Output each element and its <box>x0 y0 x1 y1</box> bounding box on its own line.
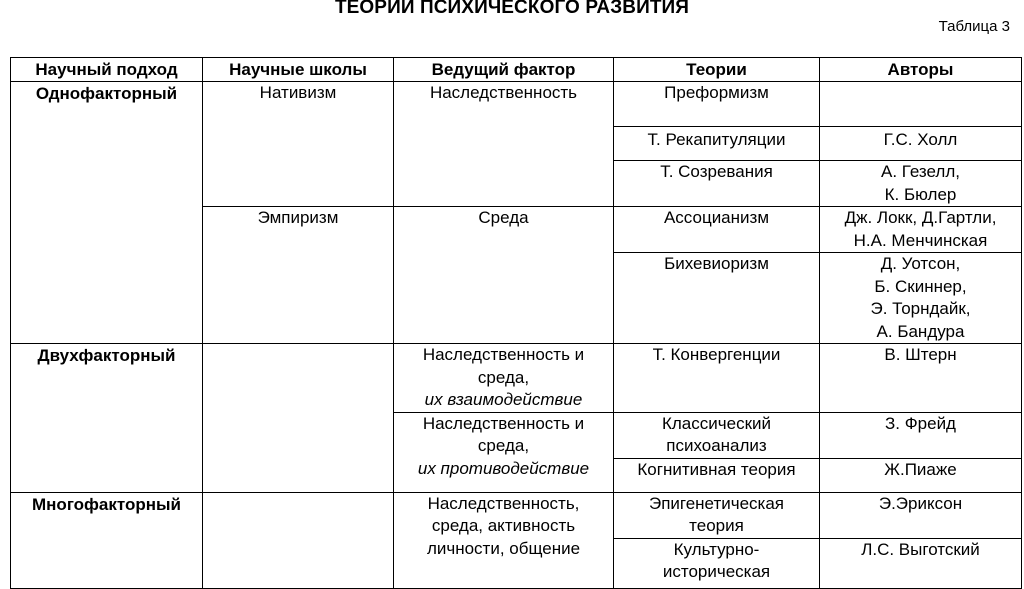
authors-watson-cell <box>820 253 1022 344</box>
author-line: Э. Торндайк, <box>870 299 971 318</box>
theory-epigenetic-cell <box>614 492 820 538</box>
authors-piaget: Ж.Пиаже <box>820 458 1022 492</box>
theory-line: Культурно- <box>673 539 760 559</box>
factor-line: их противодействие <box>417 458 590 478</box>
factor-line: их взаимодействие <box>424 390 583 409</box>
authors-vygotsky: Л.С. Выготский <box>820 538 1022 588</box>
factor-environment-cell <box>394 207 614 344</box>
header-schools: Научные школы <box>203 58 394 82</box>
header-factor: Ведущий фактор <box>394 58 614 82</box>
table-row <box>11 492 1022 538</box>
theory-behaviorism: Бихевиоризм <box>614 253 820 344</box>
factor-line: личности, общение <box>426 538 581 558</box>
author-line: Дж. Локк, Д.Гартли, <box>844 208 997 227</box>
approach-single: Однофакторный <box>35 84 178 103</box>
school-empiricism: Эмпиризм <box>257 208 339 227</box>
theory-recapitulation: Т. Рекапитуляции <box>614 127 820 161</box>
theory-psychoanalysis-cell <box>614 412 820 458</box>
author-line: Н.А. Менчинская <box>853 230 988 250</box>
table-row <box>11 82 1022 127</box>
header-approach: Научный подход <box>11 58 203 82</box>
theory-cognitive: Когнитивная теория <box>614 458 820 492</box>
factor-counteraction-cell <box>394 412 614 492</box>
factor-line: Наследственность и <box>422 345 585 364</box>
theory-cultural-cell <box>614 538 820 588</box>
authors-freud: З. Фрейд <box>820 412 1022 458</box>
theory-convergence: Т. Конвергенции <box>614 344 820 413</box>
theories-table <box>10 57 1022 589</box>
approach-double: Двухфакторный <box>37 346 176 365</box>
table-row <box>11 344 1022 413</box>
factor-line: среда, активность <box>431 516 576 535</box>
factor-environment: Среда <box>478 208 529 227</box>
theory-line: психоанализ <box>666 436 767 455</box>
factor-line: Наследственность, <box>427 493 580 513</box>
authors-erikson: Э.Эриксон <box>820 492 1022 538</box>
school-empty-cell <box>203 344 394 493</box>
school-empty-cell <box>203 492 394 588</box>
factor-heredity-cell <box>394 82 614 207</box>
authors-hall: Г.С. Холл <box>820 127 1022 161</box>
factor-multi-cell <box>394 492 614 588</box>
approach-multi-cell <box>11 492 203 588</box>
authors-empty-cell <box>820 82 1022 127</box>
school-nativism-cell <box>203 82 394 207</box>
theory-maturation: Т. Созревания <box>614 161 820 207</box>
school-empiricism-cell <box>203 207 394 344</box>
factor-interaction-cell <box>394 344 614 413</box>
factor-line: Наследственность и <box>422 413 585 433</box>
author-line: А. Гезелл, <box>881 162 960 181</box>
theory-associationism: Ассоцианизм <box>614 207 820 253</box>
theory-preformism: Преформизм <box>614 82 820 127</box>
theory-line: историческая <box>662 562 771 581</box>
author-line: К. Бюлер <box>884 184 957 204</box>
header-authors: Авторы <box>820 58 1022 82</box>
approach-multi: Многофакторный <box>32 494 181 514</box>
theory-line: теория <box>689 516 744 535</box>
factor-line: среда, <box>477 436 530 455</box>
document-title: ТЕОРИИ ПСИХИЧЕСКОГО РАЗВИТИЯ <box>334 0 690 18</box>
author-line: Д. Уотсон, <box>880 254 961 273</box>
authors-stern: В. Штерн <box>820 344 1022 413</box>
approach-double-cell <box>11 344 203 493</box>
theory-line: Классический <box>661 413 771 433</box>
authors-locke-cell <box>820 207 1022 253</box>
factor-heredity: Наследственность <box>429 83 578 102</box>
school-nativism: Нативизм <box>259 83 337 102</box>
table-header-row <box>11 58 1022 82</box>
approach-single-cell <box>11 82 203 344</box>
author-line: Б. Скиннер, <box>874 276 967 296</box>
authors-gesell-cell <box>820 161 1022 207</box>
header-theories: Теории <box>614 58 820 82</box>
table-number-label: Таблица 3 <box>938 18 1010 35</box>
factor-line: среда, <box>477 367 530 387</box>
theory-line: Эпигенетическая <box>648 493 785 513</box>
author-line: А. Бандура <box>876 321 965 341</box>
